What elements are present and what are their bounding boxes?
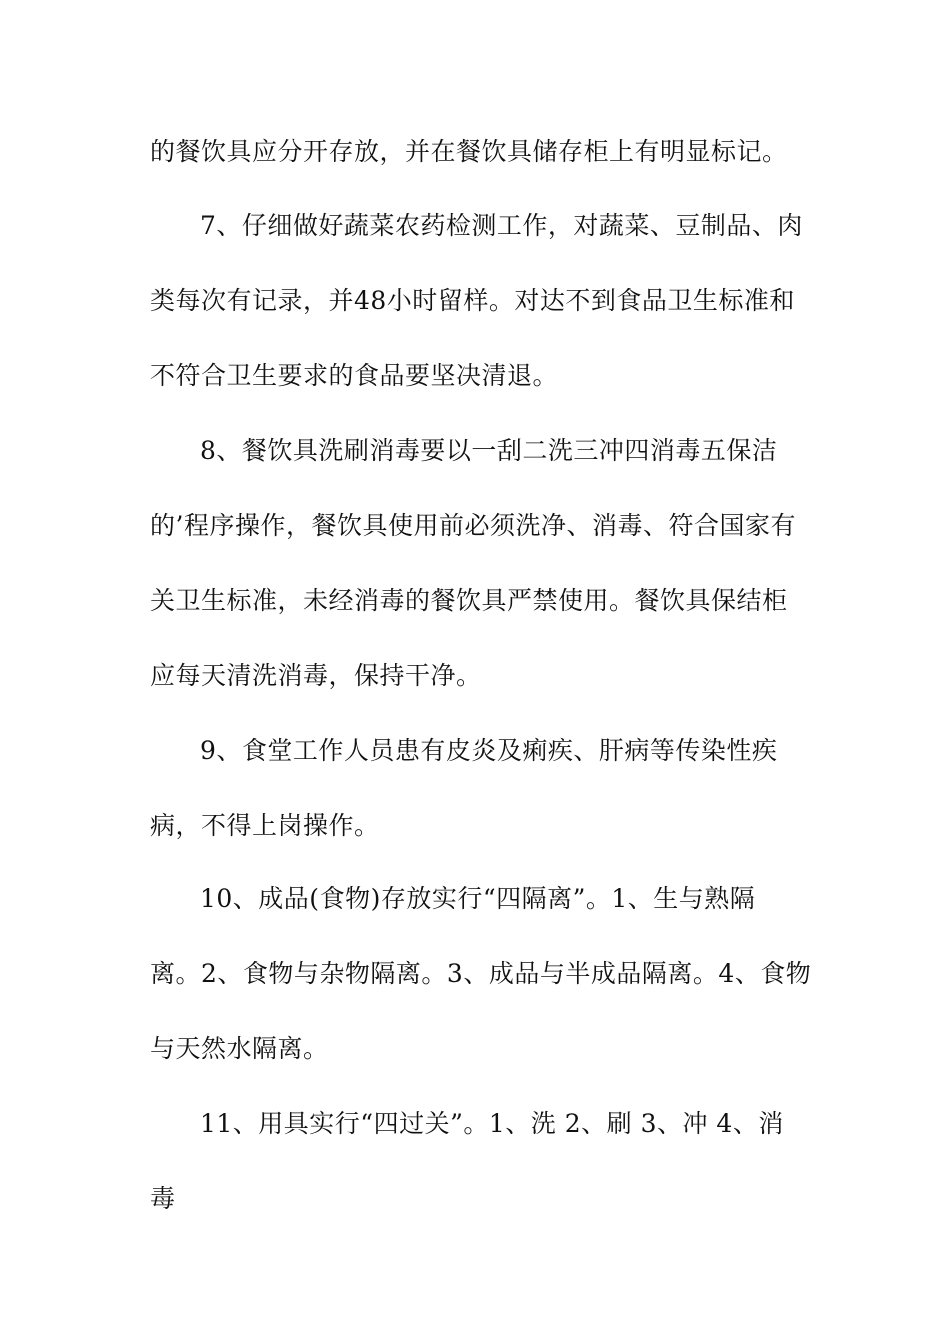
text-line: 11、用具实行“四过关”。1、洗 2、刷 3、冲 4、消 — [200, 1109, 784, 1138]
text-line: 10、成品(食物)存放实行“四隔离”。1、生与熟隔 — [200, 884, 756, 913]
text-line: 毒 — [150, 1184, 176, 1213]
text-line: 不符合卫生要求的食品要坚决清退。 — [150, 361, 559, 390]
text-line: 病，不得上岗操作。 — [150, 811, 380, 840]
text-line: 的’程序操作，餐饮具使用前必须洗净、消毒、符合国家有 — [150, 511, 796, 540]
text-line: 关卫生标准，未经消毒的餐饮具严禁使用。餐饮具保结柜 — [150, 586, 788, 615]
text-line: 应每天清洗消毒，保持干净。 — [150, 661, 482, 690]
text-line: 离。2、食物与杂物隔离。3、成品与半成品隔离。4、食物 — [150, 959, 812, 988]
text-line: 8、餐饮具洗刷消毒要以一刮二洗三冲四消毒五保洁 — [200, 436, 778, 465]
text-line: 类每次有记录，并48小时留样。对达不到食品卫生标准和 — [150, 286, 795, 315]
text-line: 9、食堂工作人员患有皮炎及痢疾、肝病等传染性疾 — [200, 736, 778, 765]
text-line: 7、仔细做好蔬菜农药检测工作，对蔬菜、豆制品、肉 — [200, 211, 803, 240]
text-line: 与天然水隔离。 — [150, 1034, 329, 1063]
text-line: 的餐饮具应分开存放，并在餐饮具储存柜上有明显标记。 — [150, 137, 788, 166]
